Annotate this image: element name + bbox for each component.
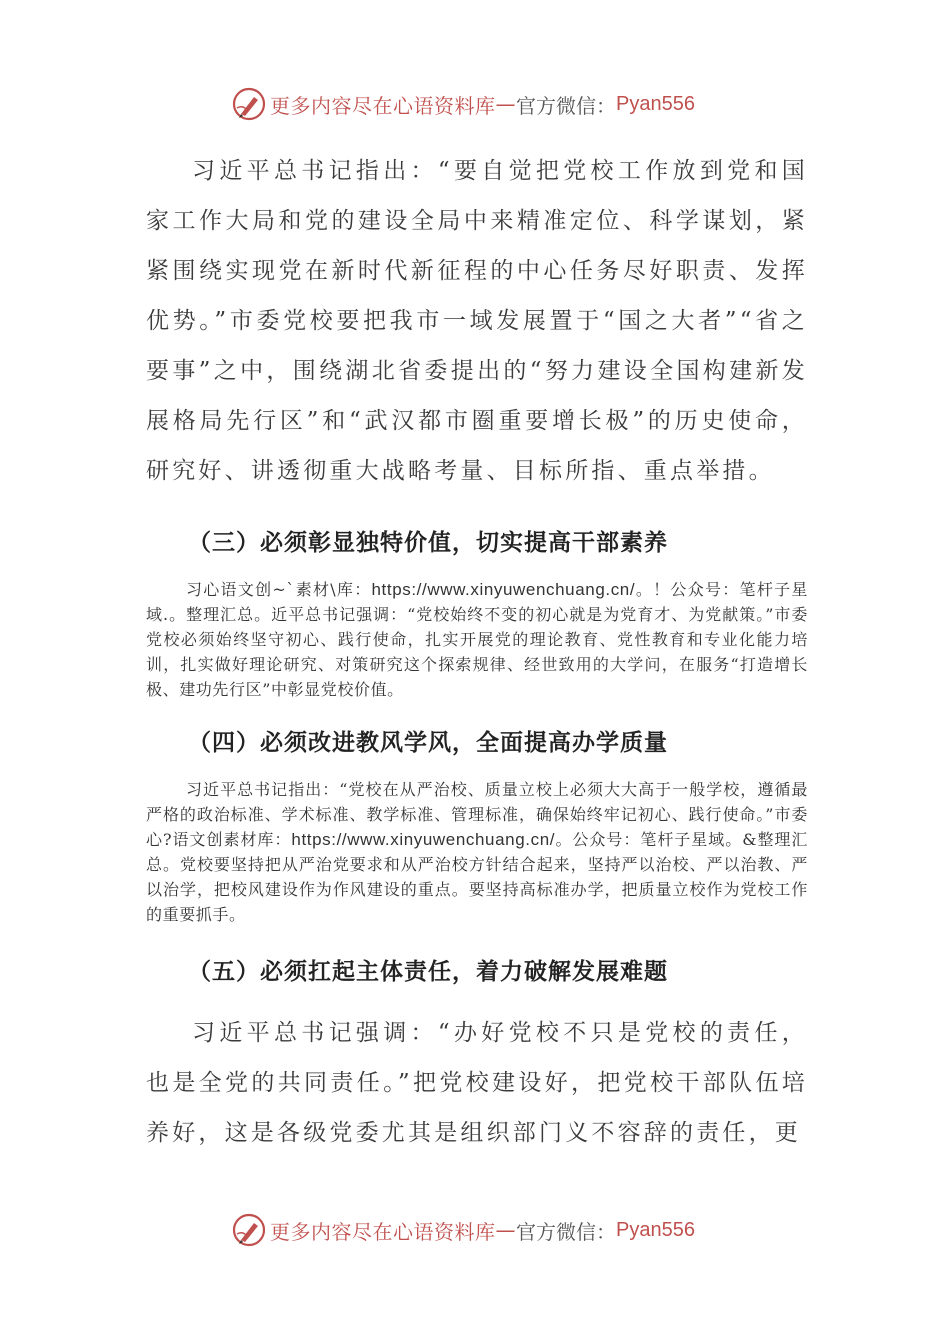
footer-banner-dash: — [495,1218,516,1242]
section-3-text-after-url: 。！公众号：笔杆子星域.。整理汇总。近平总书记强调：“党校始终不变的初心就是为党育才、为党献策。”市委党校必须始终坚守初心、践行使命，扎实开展党的理论教育、党性教育和专业化能力培训，扎实做好理论研究、对策研究这个探索规律、经世致用的大学问，在服务“打造增长极、建功先行区”中彰显党校价值。 [146,580,808,699]
pen-nib-logo-icon [232,87,266,121]
footer-banner-suffix: 官方微信： [516,1219,616,1244]
section-4-paragraph [146,777,808,927]
header-banner [232,84,695,124]
section-4-text-before-url: 习近平总书记指出：“党校在从严治校、质量立校上必须大大高于一般学校，遵循最严格的政治标准、学术标准、教学标准、管理标准，确保始终牢记初心、践行使命。”市委心?语文创素材库： [146,780,808,849]
footer-banner [232,1210,695,1250]
footer-banner-handle: Pyan556 [616,1218,695,1241]
section-4-url: https://www.xinyuwenchuang.cn/ [291,830,556,849]
section-3-text-before-url: 习心语文创~`素材\库： [186,580,372,599]
section-5-paragraph: 习近平总书记强调：“办好党校不只是党校的责任，也是全党的共同责任。”把党校建设好，把党校干部队伍培养好，这是各级党委尤其是组织部门义不容辞的责任，更 [146,1020,808,1146]
banner-handle: Pyan556 [616,92,695,115]
banner-dash: — [495,92,516,116]
footer-banner-main-text: 更多内容尽在心语资料库 [270,1219,496,1244]
pen-nib-logo-icon [232,1213,266,1247]
section-3-url: https://www.xinyuwenchuang.cn/ [371,580,636,599]
section-4-text-after-url: 。公众号：笔杆子星域。&整理汇总。党校要坚持把从严治党要求和从严治校方针结合起来，坚持严以治校、严以治教、严以治学，把校风建设作为作风建设的重点。要坚持高标准办学，把质量立校作为党校工作的重要抓手。 [146,830,808,924]
section-3-paragraph [146,577,808,702]
section-5-heading: （五）必须扛起主体责任，着力破解发展难题 [188,959,668,985]
section-4-heading: （四）必须改进教风学风，全面提高办学质量 [188,730,668,756]
intro-paragraph: 习近平总书记指出：“要自觉把党校工作放到党和国家工作大局和党的建设全局中来精准定位、科学谋划，紧紧围绕实现党在新时代新征程的中心任务尽好职责、发挥优势。”市委党校要把我市一域发展置于“国之大者”“省之要事”之中，围绕湖北省委提出的“努力建设全国构建新发展格局先行区”和“武汉都市圈重要增长极”的历史使命，研究好、讲透彻重大战略考量、目标所指、重点举措。 [146,158,808,484]
section-3-heading: （三）必须彰显独特价值，切实提高干部素养 [188,530,668,556]
banner-main-text: 更多内容尽在心语资料库 [270,93,496,118]
document-body [146,146,808,1158]
banner-suffix: 官方微信： [516,93,616,118]
